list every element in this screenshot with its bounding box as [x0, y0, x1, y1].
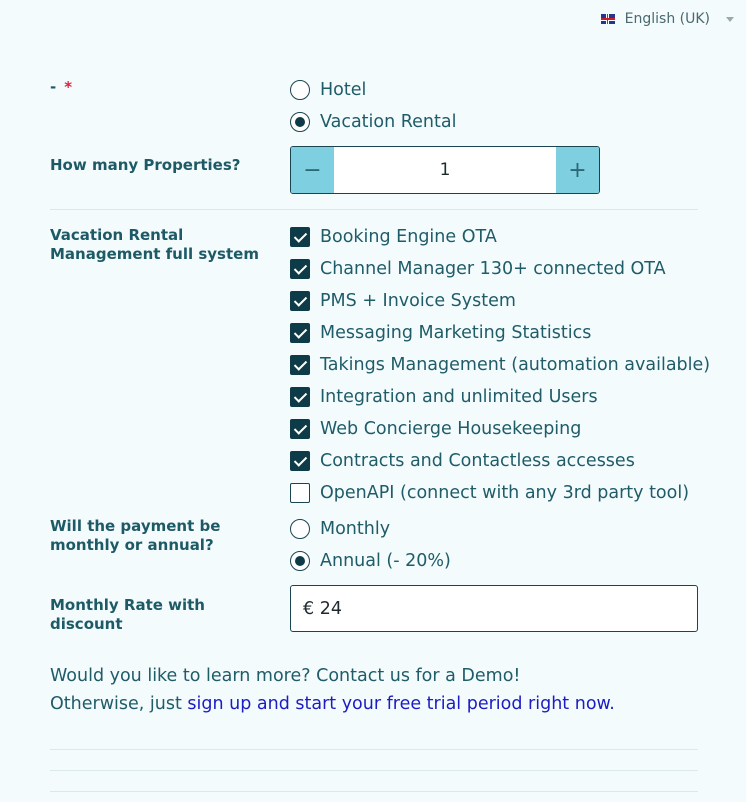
- checkbox[interactable]: [290, 291, 310, 311]
- chevron-down-icon: [726, 17, 734, 22]
- feature-messaging[interactable]: Messaging Marketing Statistics: [290, 317, 710, 349]
- property-type-label: - *: [50, 78, 73, 96]
- system-label: Vacation Rental Management full system: [50, 226, 259, 263]
- info-text: [50, 662, 615, 718]
- increment-button[interactable]: +: [556, 147, 599, 193]
- signup-line: Otherwise, just sign up and start your free trial period right now.: [50, 694, 615, 714]
- feature-takings[interactable]: Takings Management (automation available): [290, 349, 710, 381]
- properties-stepper[interactable]: [290, 146, 600, 194]
- radio-monthly[interactable]: Monthly: [290, 513, 451, 545]
- decrement-button[interactable]: −: [291, 147, 334, 193]
- signup-link[interactable]: sign up and start your free trial period right now.: [187, 694, 615, 714]
- divider: [50, 749, 698, 750]
- feature-contracts[interactable]: Contracts and Contactless accesses: [290, 445, 710, 477]
- radio-hotel[interactable]: Hotel: [290, 74, 456, 106]
- monthly-rate-field[interactable]: € 24: [290, 585, 698, 632]
- rate-label: Monthly Rate with discount: [50, 596, 205, 633]
- properties-label: How many Properties?: [50, 156, 241, 174]
- feature-channel-manager[interactable]: Channel Manager 130+ connected OTA: [290, 253, 710, 285]
- demo-line: Would you like to learn more? Contact us for a Demo!: [50, 666, 521, 686]
- divider: [50, 209, 698, 210]
- uk-flag-icon: [601, 14, 615, 24]
- checkbox[interactable]: [290, 419, 310, 439]
- checkbox[interactable]: [290, 451, 310, 471]
- divider: [50, 791, 698, 792]
- radio-vacation-rental[interactable]: Vacation Rental: [290, 106, 456, 138]
- properties-value[interactable]: 1: [334, 147, 556, 193]
- radio-annual[interactable]: Annual (- 20%): [290, 545, 451, 577]
- radio-circle[interactable]: [290, 551, 310, 571]
- checkbox[interactable]: [290, 227, 310, 247]
- divider: [50, 770, 698, 771]
- feature-list: [290, 221, 710, 509]
- radio-circle[interactable]: [290, 519, 310, 539]
- checkbox[interactable]: [290, 387, 310, 407]
- required-mark: *: [64, 78, 73, 96]
- language-selector[interactable]: [601, 11, 734, 27]
- feature-integration[interactable]: Integration and unlimited Users: [290, 381, 710, 413]
- checkbox[interactable]: [290, 483, 310, 503]
- language-label: English (UK): [624, 11, 710, 27]
- checkbox[interactable]: [290, 355, 310, 375]
- payment-label: Will the payment be monthly or annual?: [50, 517, 221, 554]
- payment-options: [290, 513, 451, 577]
- feature-booking-engine[interactable]: Booking Engine OTA: [290, 221, 710, 253]
- checkbox[interactable]: [290, 259, 310, 279]
- feature-openapi[interactable]: OpenAPI (connect with any 3rd party tool): [290, 477, 710, 509]
- radio-circle[interactable]: [290, 112, 310, 132]
- checkbox[interactable]: [290, 323, 310, 343]
- feature-web-concierge[interactable]: Web Concierge Housekeeping: [290, 413, 710, 445]
- property-type-options: [290, 74, 456, 138]
- feature-pms[interactable]: PMS + Invoice System: [290, 285, 710, 317]
- radio-circle[interactable]: [290, 80, 310, 100]
